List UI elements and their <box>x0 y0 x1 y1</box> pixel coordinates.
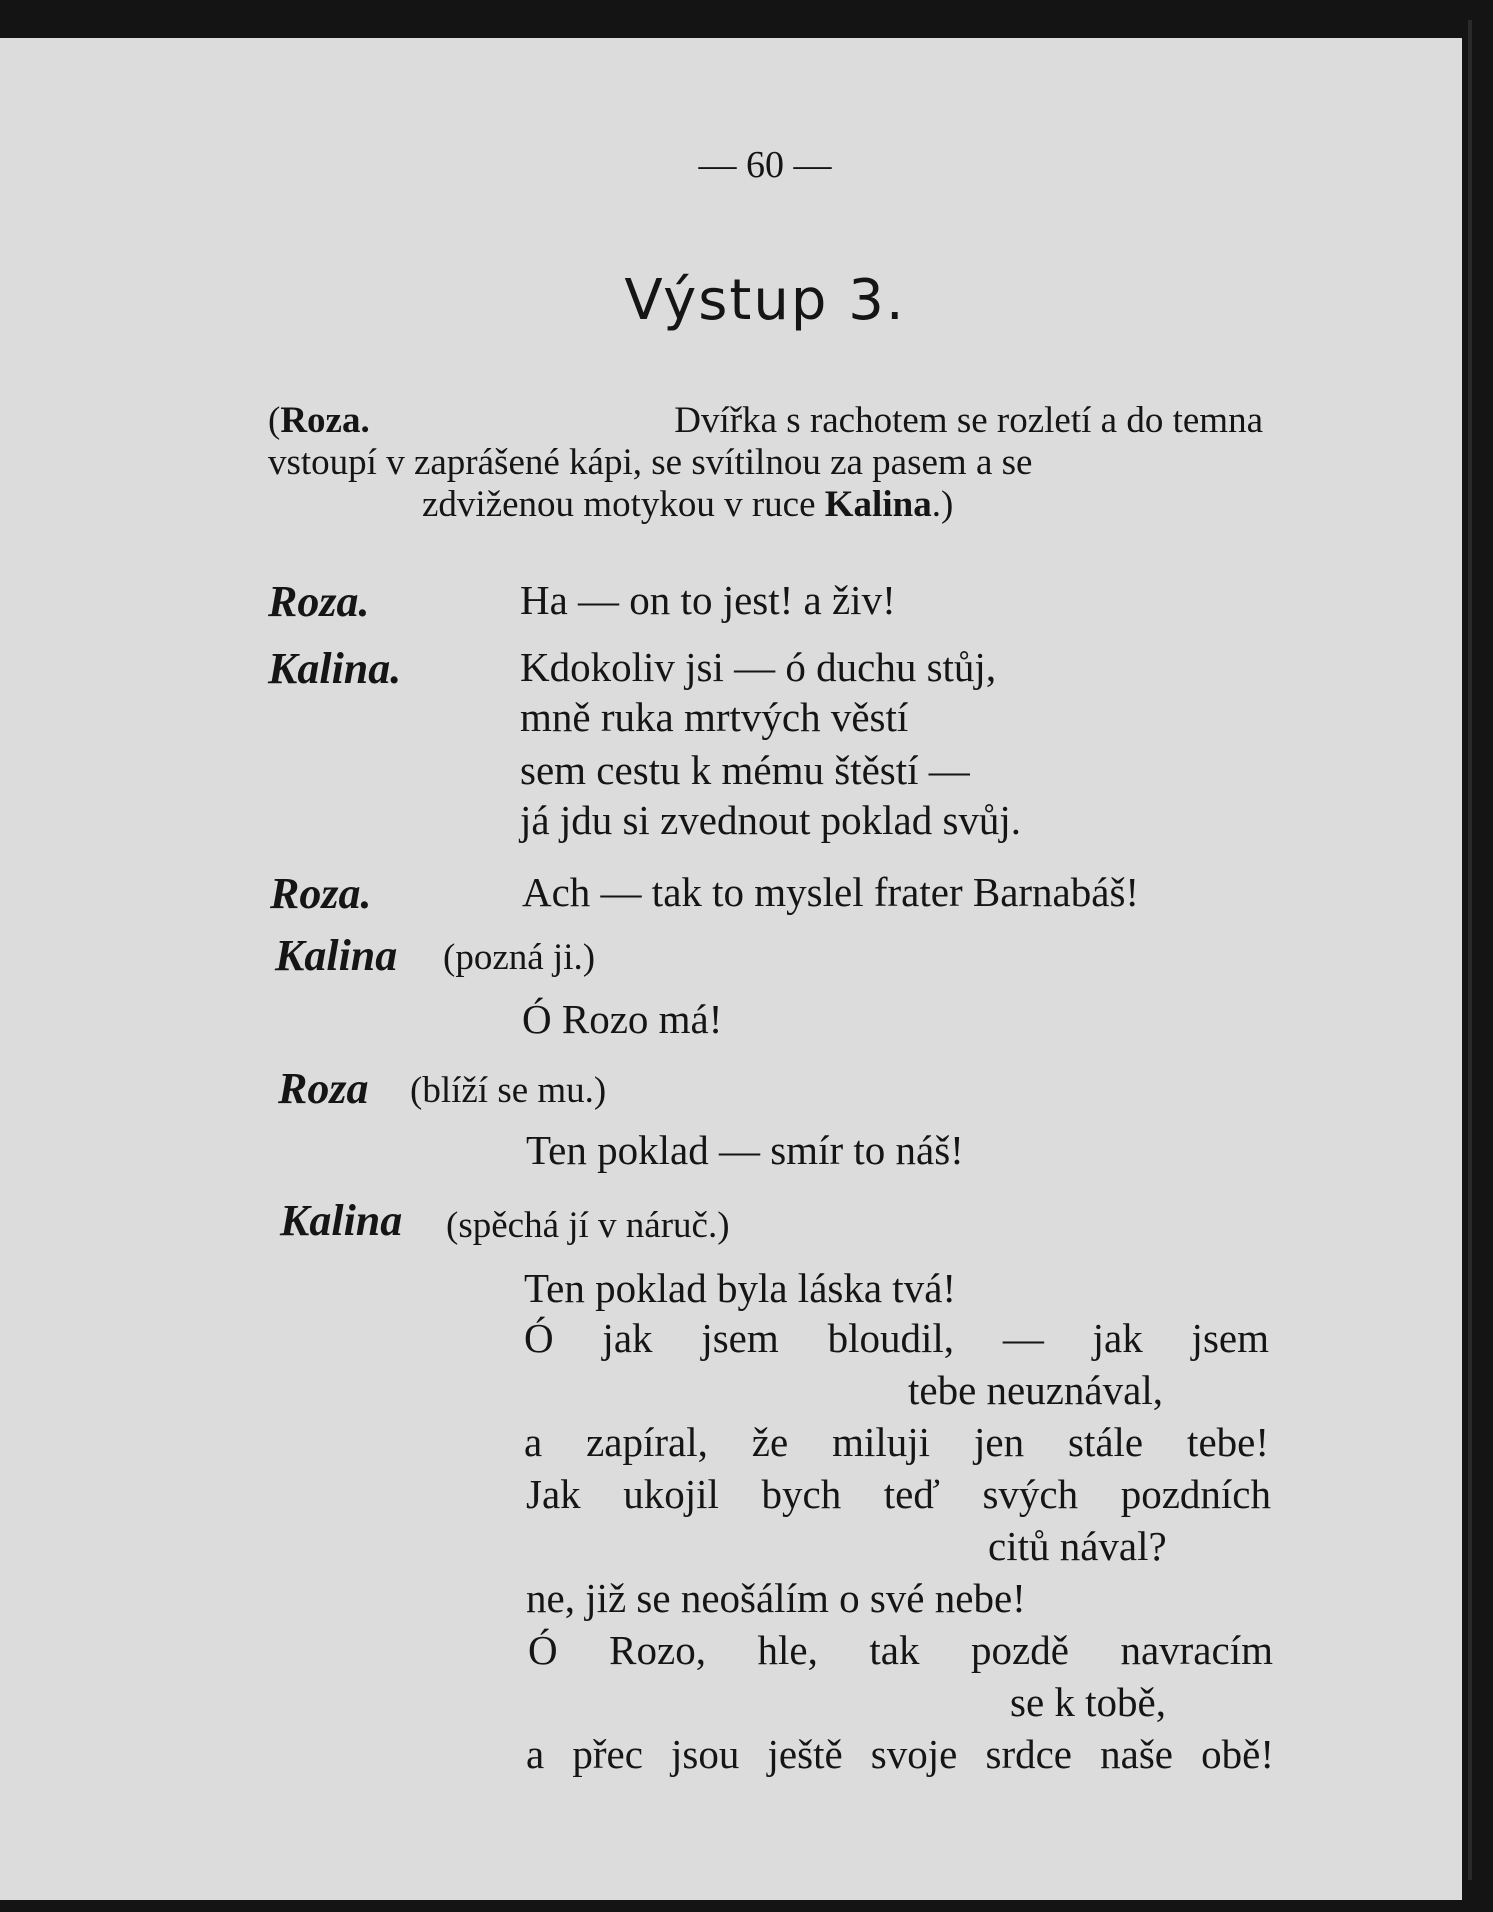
verse-line: Kdokoliv jsi — ó duchu stůj, <box>520 644 997 690</box>
page-number: — 60 — <box>698 144 832 186</box>
speaker-name: Roza <box>278 1064 369 1113</box>
verse-line: Ó Rozo, hle, tak pozdě navracím <box>528 1627 1273 1673</box>
speaker-name: Kalina <box>280 1196 403 1245</box>
verse-line-continuation: se k tobě, <box>1010 1679 1166 1725</box>
speaker-name: Roza. <box>270 869 372 918</box>
verse-line: Ha — on to jest! a živ! <box>520 577 896 623</box>
stage-direction-speaker-roza: Roza. <box>280 400 370 441</box>
scene-heading: Výstup 3. <box>624 268 906 333</box>
verse-line: a přec jsou ještě svoje srdce naše obě! <box>526 1731 1274 1777</box>
speaker-name: Kalina <box>275 931 398 980</box>
book-page <box>0 38 1462 1900</box>
verse-line: sem cestu k mému štěstí — <box>520 747 970 793</box>
stage-direction-line-2: vstoupí v zaprášené kápi, se svítilnou za pasem a se <box>268 442 1033 483</box>
verse-line: Ten poklad byla láska tvá! <box>524 1265 957 1311</box>
stage-direction-inline: (spěchá jí v náruč.) <box>446 1205 730 1246</box>
verse-line: Ach — tak to myslel frater Barnabáš! <box>522 869 1140 915</box>
verse-line: mně ruka mrtvých věstí <box>520 694 909 740</box>
verse-line: ne, již se neošálím o své nebe! <box>526 1575 1026 1621</box>
verse-line: Jak ukojil bych teď svých pozdních <box>526 1471 1271 1517</box>
verse-line: Ó jak jsem bloudil, — jak jsem <box>524 1315 1269 1361</box>
verse-line-continuation: citů nával? <box>988 1523 1167 1569</box>
verse-line: a zapíral, že miluji jen stále tebe! <box>524 1419 1269 1465</box>
verse-line: Ten poklad — smír to náš! <box>526 1127 964 1173</box>
verse-line: já jdu si zvednout poklad svůj. <box>520 797 1022 843</box>
verse-line: Ó Rozo má! <box>522 996 723 1042</box>
verse-line-continuation: tebe neuznával, <box>908 1367 1163 1413</box>
stage-direction-speaker-kalina: Kalina <box>824 484 932 525</box>
speaker-name: Roza. <box>268 577 370 626</box>
stage-direction-line-3: zdviženou motykou v ruce Kalina.) <box>422 484 954 525</box>
stage-direction-inline: (pozná ji.) <box>443 937 596 978</box>
stage-direction-text-1: Dvířka s rachotem se rozletí a do temna <box>674 400 1263 441</box>
speaker-name: Kalina. <box>268 644 402 693</box>
stage-direction-line-1: (Roza. Dvířka s rachotem se rozletí a do temna <box>268 400 1263 441</box>
stage-direction-inline: (blíží se mu.) <box>410 1070 607 1111</box>
page-edge-rule <box>1468 20 1472 1880</box>
